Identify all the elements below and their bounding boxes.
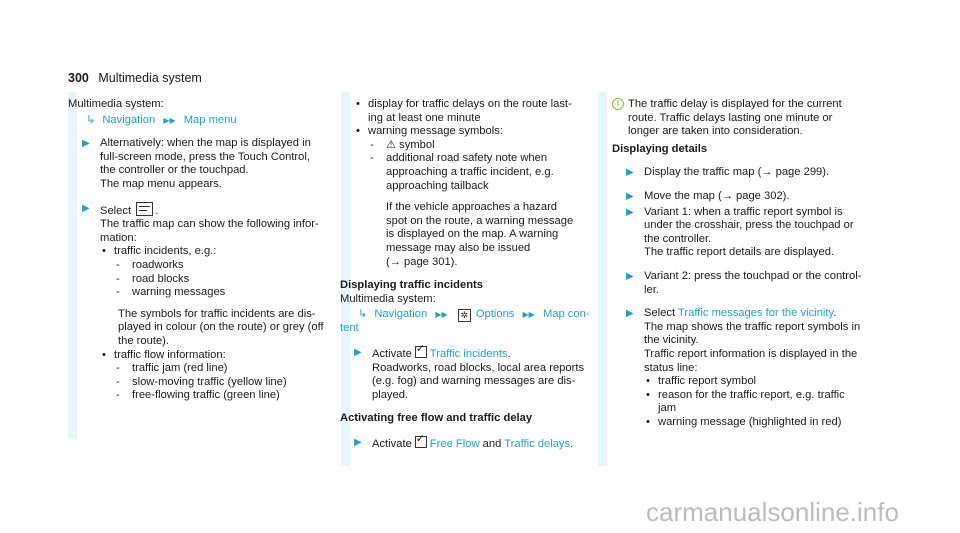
- step-variant-2: ▶ Variant 2: press the touchpad or the control- ler.: [626, 269, 862, 296]
- option-free-flow[interactable]: Free Flow: [429, 437, 480, 450]
- heading-displaying-details: Displaying details: [612, 142, 708, 155]
- list-item: - warning messages: [116, 286, 226, 299]
- nav-link-map-menu[interactable]: Map menu: [183, 113, 237, 126]
- gear-icon: ✲: [458, 309, 471, 322]
- list-item: - free-flowing traffic (green line): [116, 389, 280, 402]
- option-traffic-messages-vicinity[interactable]: Traffic messages for the vicinity: [678, 307, 834, 320]
- nav-path: [68, 114, 330, 128]
- step-activate-free-flow: ▶ Activate✓ Free Flow and Traffic delays.: [340, 436, 598, 452]
- traffic-map-icon: [136, 202, 153, 216]
- list-item: • traffic flow information:: [102, 348, 226, 361]
- step-arrow-icon: ▶: [626, 167, 634, 179]
- list-item: • reason for the traffic report, e.g. traffic: [646, 388, 845, 401]
- nav-path: [340, 308, 598, 322]
- step-arrow-icon: ▶: [354, 436, 362, 448]
- column-3: [612, 98, 874, 429]
- home-arrow-icon: ↳: [358, 308, 368, 321]
- step-select-vicinity: ▶ Select Traffic messages for the vicinity. The map shows the traffic report symbols in the vicinity. Traffic report information is displayed in the status line: • traffic report symbol • reason for the traffic report, e.g. traffic jam • warning message (highlighted in red): [612, 307, 874, 429]
- symbol-colour-note: The symbols for traffic incidents are dis- played in colour (on the route) or grey (off the route).: [118, 307, 324, 347]
- list-item: • warning message (highlighted in red): [646, 415, 842, 428]
- intro-text: Multimedia system:: [68, 98, 164, 110]
- list-item: • display for traffic delays on the route last-: [356, 98, 572, 110]
- nav-link-map-content[interactable]: Map con-: [542, 308, 590, 321]
- step-arrow-icon: ▶: [626, 270, 634, 282]
- step-alternatively: ▶ Alternatively: when the map is displayed in full-screen mode, press the Touch Control, the controller or the touchpad. The map menu appears.: [82, 137, 311, 190]
- page-header: [68, 72, 202, 86]
- list-item: - roadworks: [116, 258, 184, 271]
- list-item: • traffic report symbol: [646, 375, 757, 388]
- checkbox-icon: [415, 346, 427, 358]
- nav-link-navigation[interactable]: Navigation: [102, 113, 156, 126]
- nav-link-options[interactable]: Options: [475, 308, 515, 321]
- list-item: - traffic jam (red line): [116, 362, 228, 375]
- option-traffic-delays[interactable]: Traffic delays: [504, 437, 571, 450]
- step-arrow-icon: ▶: [626, 308, 634, 320]
- home-arrow-icon: ↳: [86, 113, 96, 126]
- step-arrow-icon: ▶: [354, 346, 362, 358]
- watermark: carmanualsonline.info: [646, 497, 899, 527]
- step-move-map: ▶ Move the map (→ page 302).: [626, 189, 790, 202]
- option-traffic-incidents[interactable]: Traffic incidents: [429, 347, 508, 360]
- list-item: - additional road safety note when approaching a traffic incident, e.g. approaching tailback If the vehicle approaches a hazard spot on the route, a warning message is displayed on the map. A warning message may also be issued (→ page 301).: [370, 152, 574, 268]
- chevron-right-icon: ▶▶: [435, 310, 448, 320]
- nav-link-navigation[interactable]: Navigation: [374, 308, 428, 321]
- step-variant-1: ▶ Variant 1: when a traffic report symbol is under the crosshair, press the touchpad or the controller. The traffic report details are displayed.: [626, 205, 854, 259]
- page-section-title: Multimedia system: [98, 71, 202, 85]
- info-note: i The traffic delay is displayed for the current route. Traffic delays lasting one minute or longer are taken into consideration.: [612, 98, 874, 139]
- column-2: • display for traffic delays on the route last- ing at least one minute • warning message symbols: - ⚠ symbol - additional road safety note when approaching a traffic incident, e.g. approaching tailback If the vehicle approaches a hazard spot on the route, a warning message is displayed on the map. A warning message may also be issued (→ page 301). Displaying traffic incidents Multimedia system: ↳ Navigation ▶▶ ✲ Options ▶▶ Map con- tent ▶ Activate✓ Traffic incidents. Roadworks, road blocks, local area reports (e.g. fog) and warning messages are dis- played. Activating free flow and traffic delay ▶ Activate✓ Free Flow and Traffic delays.: [354, 98, 598, 451]
- step-arrow-icon: ▶: [626, 190, 634, 202]
- list-item: - ⚠ symbol: [370, 138, 435, 151]
- column-1: [68, 98, 330, 403]
- page-number: 300: [68, 71, 89, 85]
- list-item: - slow-moving traffic (yellow line): [116, 375, 287, 388]
- info-icon: i: [612, 98, 624, 110]
- step-arrow-icon: ▶: [82, 202, 90, 214]
- warning-triangle-icon: ⚠: [386, 138, 397, 151]
- chevron-right-icon: ▶▶: [522, 310, 535, 320]
- nav-link-map-content-cont[interactable]: tent: [340, 322, 359, 335]
- checkbox-icon: [415, 436, 427, 448]
- step-arrow-icon: ▶: [626, 206, 634, 218]
- list-item: • warning message symbols:: [356, 125, 503, 138]
- list-item: - road blocks: [116, 272, 190, 285]
- step-arrow-icon: ▶: [82, 138, 90, 150]
- heading-displaying-traffic-incidents: Displaying traffic incidents: [340, 279, 483, 292]
- step-display-map: ▶ Display the traffic map (→ page 299).: [626, 166, 830, 179]
- heading-activating-free-flow: Activating free flow and traffic delay: [340, 412, 533, 425]
- chevron-right-icon: ▶▶: [163, 115, 176, 125]
- step-select: ▶ Select . The traffic map can show the following infor- mation: • traffic incidents, e.g.: - roadworks - road blocks - warning messages The symbols for traffic incidents are dis- played in colour (on the route) or grey (off the route). • traffic flow information: - traffic jam (red line) - slow-moving traffic (yellow line) - free-flowing traffic (green line): [68, 202, 330, 403]
- margin-bar-right: [598, 92, 607, 466]
- step-activate-incidents: ▶ Activate✓ Traffic incidents. Roadworks, road blocks, local area reports (e.g. fog) and warning messages are dis- played.: [340, 346, 598, 402]
- list-item: • traffic incidents, e.g.:: [102, 245, 217, 258]
